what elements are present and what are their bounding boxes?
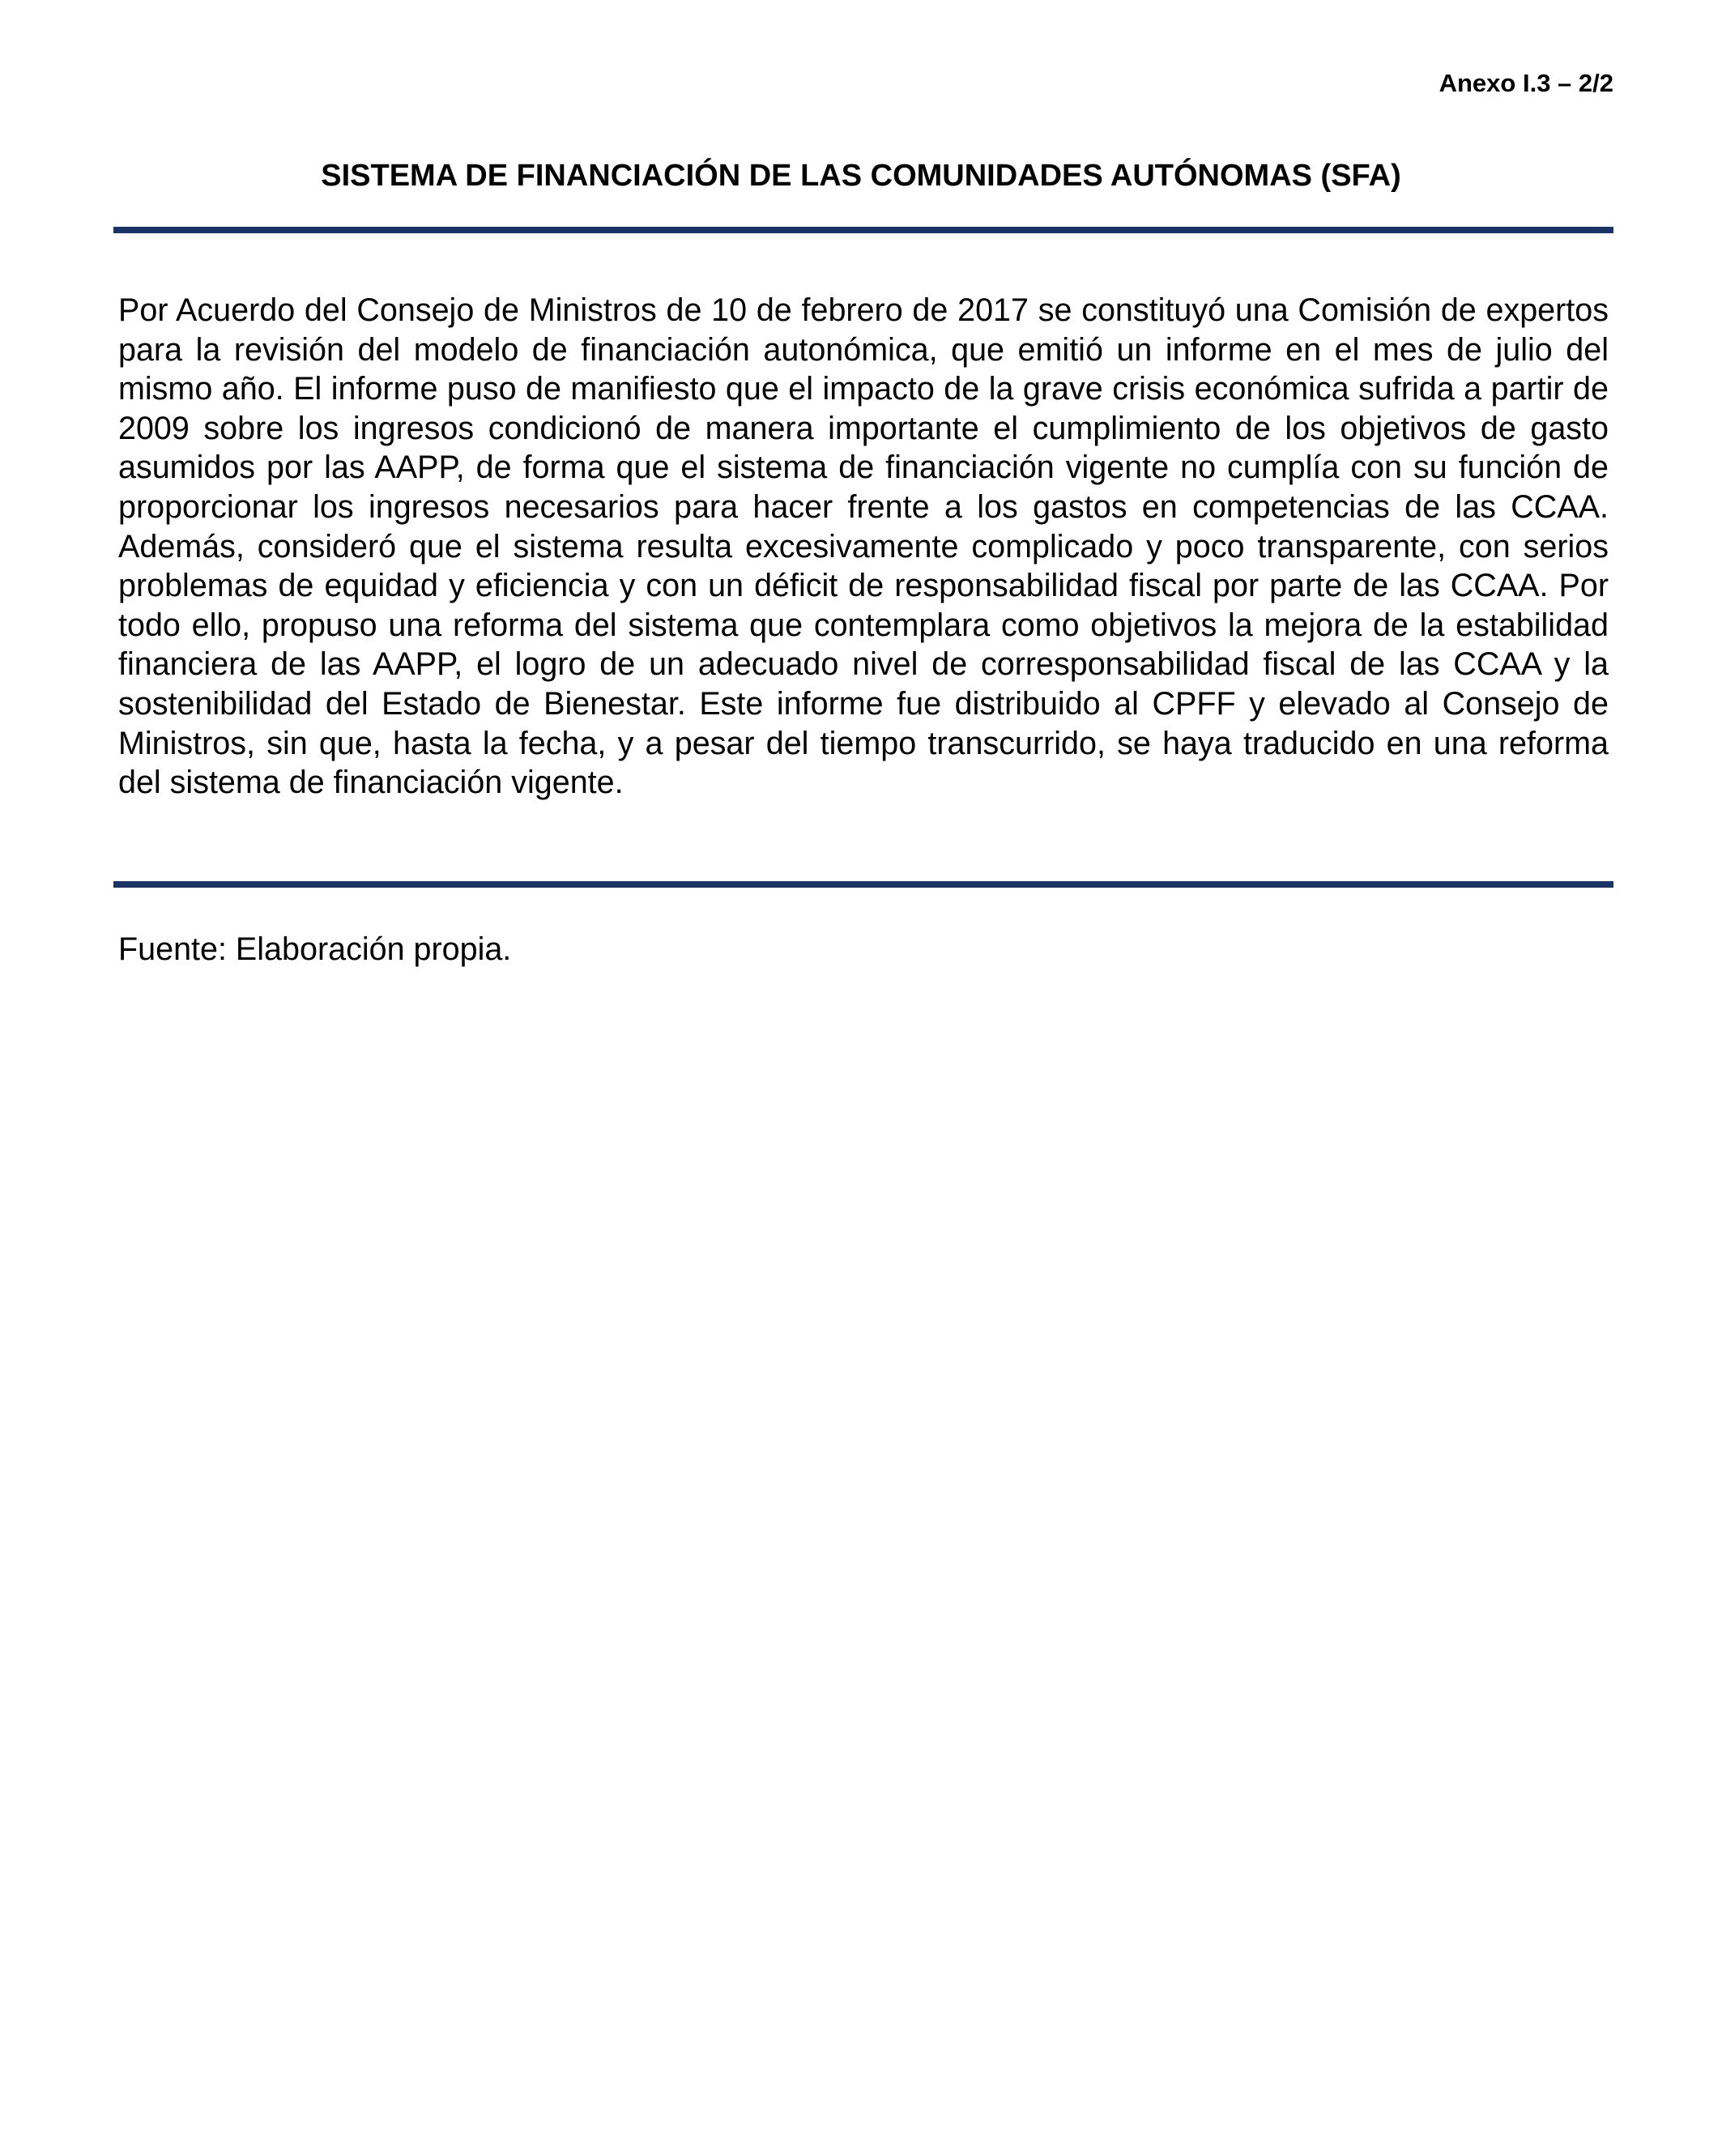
source-note: Fuente: Elaboración propia. [118,931,512,967]
bottom-divider [113,881,1613,888]
page-title: SISTEMA DE FINANCIACIÓN DE LAS COMUNIDADES AUTÓNOMAS (SFA) [321,159,1401,193]
annex-label: Anexo I.3 – 2/2 [1439,69,1613,97]
top-divider [113,227,1613,233]
body-paragraph: Por Acuerdo del Consejo de Ministros de 10 de febrero de 2017 se constituyó una Comisión de expertos para la revisión del modelo de financiación autonómica, que emitió un informe en el mes de julio del mismo año. El informe puso de manifiesto que el impacto de la grave crisis económica sufrida a partir de 2009 sobre los ingresos condicionó de manera importante el cumplimiento de los objetivos de gasto asumidos por las AAPP, de forma que el sistema de financiación vigente no cumplía con su función de proporcionar los ingresos necesarios para hacer frente a los gastos en competencias de las CCAA. Además, consideró que el sistema resulta excesivamente complicado y poco transparente, con serios problemas de equidad y eficiencia y con un déficit de responsabilidad fiscal por parte de las CCAA. Por todo ello, propuso una reforma del sistema que contemplara como objetivos la mejora de la estabilidad financiera de las AAPP, el logro de un adecuado nivel de corresponsabilidad fiscal de las CCAA y la sostenibilidad del Estado de Bienestar. Este informe fue distribuido al CPFF y elevado al Consejo de Ministros, sin que, hasta la fecha, y a pesar del tiempo transcurrido, se haya traducido en una reforma del sistema de financiación vigente. [118,292,1609,801]
